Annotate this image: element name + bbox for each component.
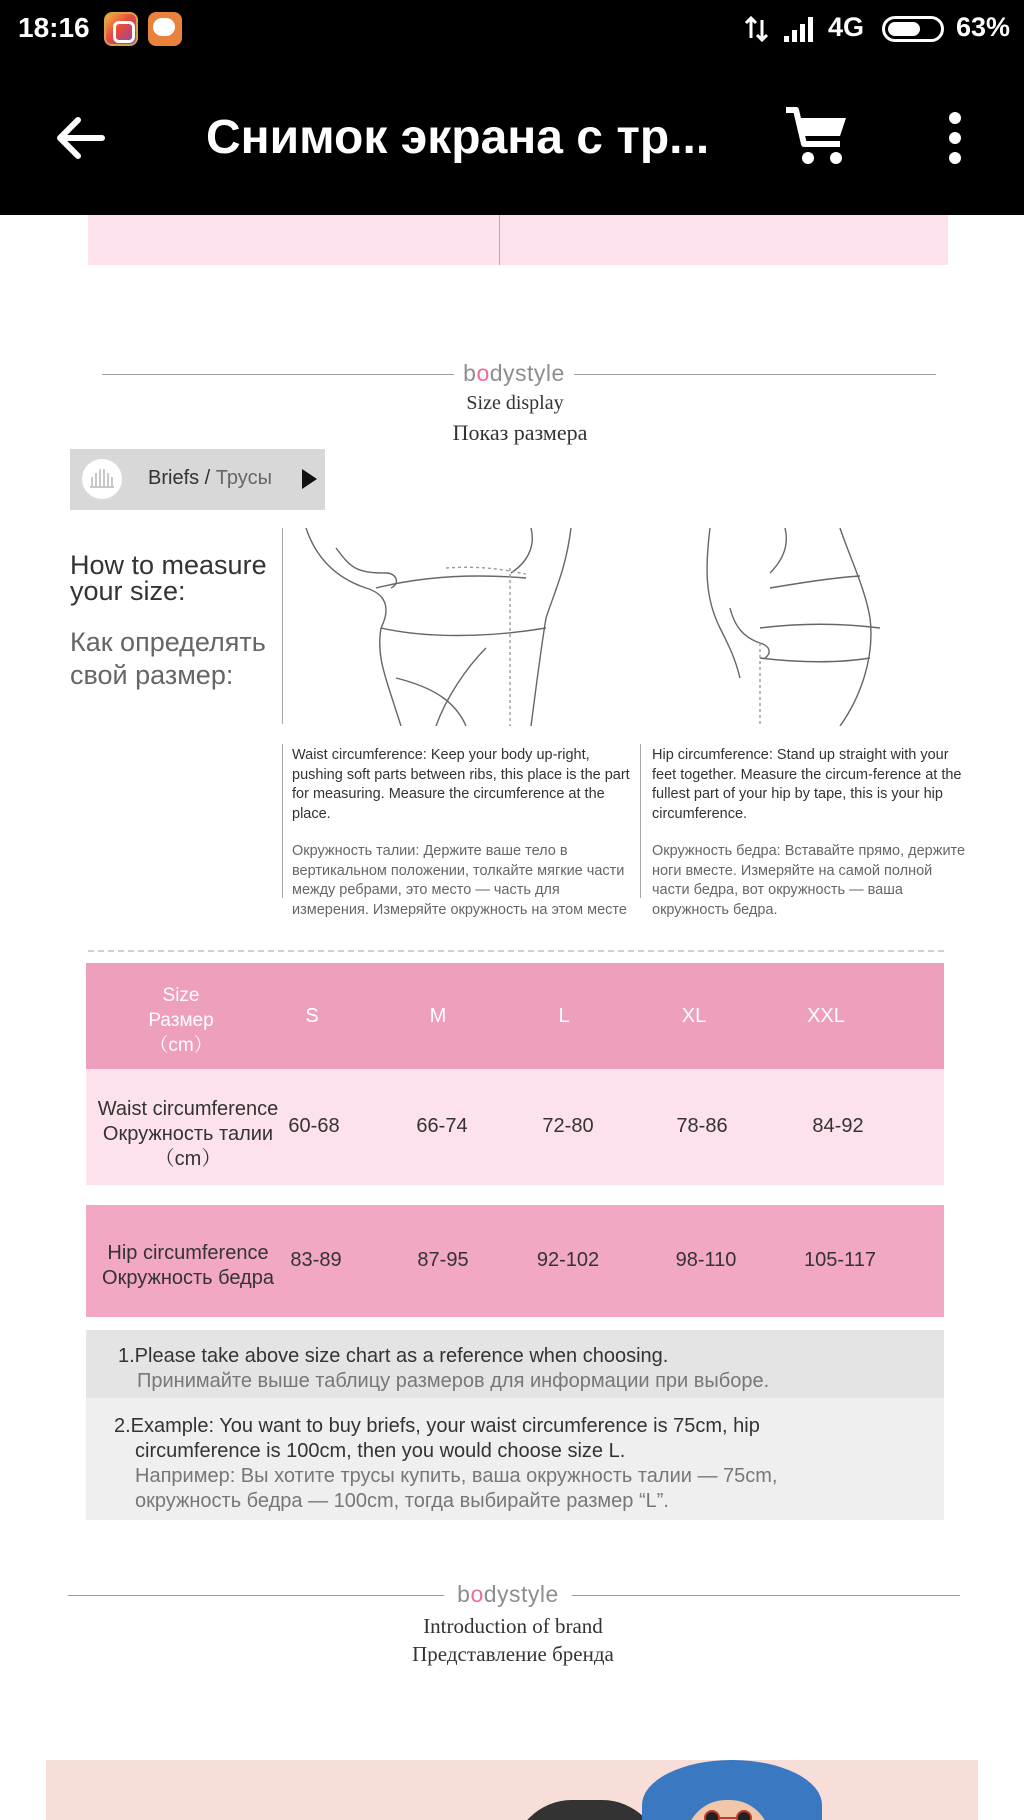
size-l: L [558,1005,570,1027]
waist-value-l: 72-80 [542,1115,594,1137]
size-m: M [429,1005,447,1027]
battery-percent: 63% [956,12,1011,42]
size-table-header [86,963,944,1069]
hip-instructions-ru: Окружность бедра: Вставайте прямо, держите ноги вместе. Измеряйте на самой полной части бедра, вот окружность — ваша окружность бедра. [652,843,966,918]
waist-instructions-ru: Окружность талии: Держите ваше тело в вертикальном положении, толкайте мягкие части между ребрами, это место — часть для измерения. Измеряйте окружность на этом месте [292,843,627,918]
hip-instructions [652,746,970,920]
note-2-ru-line2: окружность бедра — 100cm, тогда выбирайте размер “L”. [135,1490,669,1512]
sunglasses-graphic [700,1810,756,1820]
size-display-title-en: Size display [466,392,564,414]
waist-measure-illustration [296,528,596,726]
waist-value-xxl: 84-92 [812,1115,864,1137]
hip-value-m: 87-95 [417,1249,469,1271]
back-arrow-icon[interactable] [52,110,108,166]
hip-label-ru: Окружность бедра [102,1267,274,1289]
hip-instructions-en: Hip circumference: Stand up straight with your feet together. Measure the circum-ference at the fullest part of your hip by tape, this is your hip circumference. [652,747,962,822]
divider-vertical [282,744,283,898]
hip-measure-illustration [700,528,900,726]
waist-value-m: 66-74 [416,1115,468,1137]
status-time: 18:16 [18,12,90,43]
size-xxl: XXL [807,1005,845,1027]
header-label-ru: Размер [148,1010,214,1031]
briefs-label-sep: / [199,467,216,489]
previous-table-fragment [88,215,948,265]
size-display-title-ru: Показ размера [452,420,588,445]
battery-icon [882,16,944,42]
size-s: S [305,1005,319,1027]
how-to-measure-en: How to measure your size: [70,550,267,606]
heading-rule-right [574,374,936,375]
hip-row [86,1205,944,1317]
hip-value-l: 92-102 [536,1249,600,1271]
app-bar [0,58,1024,215]
data-transfer-icon [742,14,772,44]
briefs-label-ru: Трусы [215,467,272,489]
waist-label-en: Waist circumference [97,1098,279,1120]
more-options-icon[interactable] [940,110,970,166]
brand-logo-text: bodystyle [463,360,565,386]
hip-value-xl: 98-110 [675,1249,737,1271]
intro-rule-left [68,1595,444,1596]
brand-banner-image [46,1760,978,1820]
note-2-en-line2: circumference is 100cm, then you would choose size L. [135,1440,626,1462]
note-2-en-line1: 2.Example: You want to buy briefs, your waist circumference is 75cm, hip [114,1415,760,1437]
briefs-label-en: Briefs [148,467,200,489]
hip-value-s: 83-89 [290,1249,342,1271]
header-label-size: Size [162,985,200,1006]
instagram-icon [104,12,138,46]
brand-logo-text: bodystyle [457,1581,559,1607]
briefs-tab[interactable] [70,449,325,510]
waist-label-ru: Окружность талии [102,1123,274,1145]
network-type: 4G [828,12,865,42]
cart-icon[interactable] [784,104,852,168]
divider-vertical [282,528,283,724]
status-bar [0,0,1024,58]
brand-logo [408,1581,608,1608]
note-1-ru: Принимайте выше таблицу размеров для информации при выборе. [137,1370,770,1392]
briefs-icon [82,459,122,499]
brand-intro-title-en: Introduction of brand [423,1614,603,1638]
waist-value-s: 60-68 [288,1115,340,1137]
size-xl: XL [681,1005,707,1027]
note-2 [86,1398,944,1520]
hip-value-xxl: 105-117 [804,1249,876,1271]
intro-rule-right [572,1595,960,1596]
screen-title: Снимок экрана с тр... [206,111,710,164]
brand-logo [414,360,614,387]
waist-instructions [292,746,632,920]
play-arrow-icon [302,469,317,489]
header-label-unit: （cm） [149,1035,213,1056]
waist-instructions-en: Waist circumference: Keep your body up-right, pushing soft parts between ribs, this place is the part for measuring. Measure the circumference at the place. [292,747,630,822]
divider-vertical [640,744,641,898]
note-2-ru-line1: Например: Вы хотите трусы купить, ваша окружность талии — 75cm, [135,1465,778,1487]
note-1 [86,1330,944,1398]
dashed-separator [88,950,944,952]
waist-label-unit: （cm） [154,1148,222,1170]
brand-intro-title-ru: Представление бренда [412,1642,614,1666]
heading-rule-left [102,374,454,375]
waist-row [86,1069,944,1185]
how-to-measure-ru: Как определять свой размер: [70,627,266,690]
clean-app-icon [148,12,182,46]
waist-value-xl: 78-86 [676,1115,728,1137]
hip-label-en: Hip circumference [107,1242,269,1264]
signal-icon [782,14,818,44]
note-1-en: 1.Please take above size chart as a reference when choosing. [118,1345,669,1367]
